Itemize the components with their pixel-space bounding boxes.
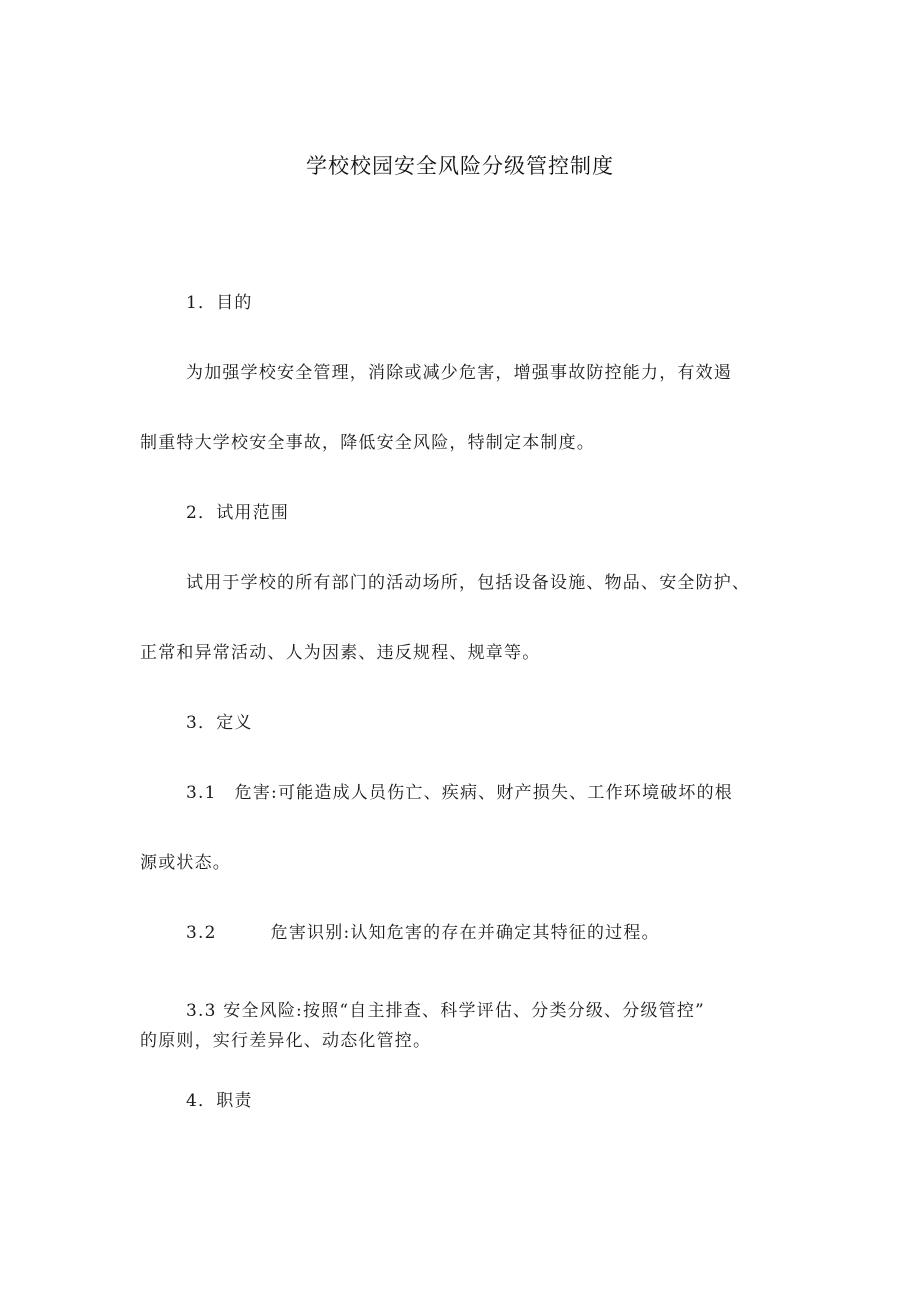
definition-3-3-line-2: 的原则，实行差异化、动态化管控。: [140, 1031, 432, 1051]
section-label: ．定义: [198, 713, 253, 733]
section-label: ．试用范围: [198, 503, 290, 523]
section-number: 2: [186, 503, 199, 523]
definition-text: 危害识别:认知危害的存在并确定其特征的过程。: [270, 923, 660, 943]
section-heading-responsibilities: [186, 1086, 253, 1111]
definition-number: 3.2: [186, 923, 217, 943]
definition-3-1-line-1: [186, 778, 733, 803]
section-heading-scope: [186, 498, 289, 523]
definition-3-3-line-1: 3.3 安全风险:按照“自主排查、科学评估、分类分级、分级管控”: [186, 1001, 705, 1021]
paragraph-scope-line-1: 试用于学校的所有部门的活动场所，包括设备设施、物品、安全防护、: [186, 573, 751, 593]
paragraph-purpose-line-2: 制重特大学校安全事故，降低安全风险，特制定本制度。: [140, 433, 595, 453]
section-heading-definitions: [186, 708, 253, 733]
definition-number: 3.1: [186, 783, 217, 803]
section-number: 4: [186, 1091, 199, 1111]
definition-3-2: [186, 918, 660, 943]
section-heading-purpose: [186, 288, 253, 313]
section-number: 3: [186, 713, 199, 733]
definition-3-1-line-2: 源或状态。: [140, 853, 231, 873]
section-label: ．目的: [198, 293, 253, 313]
section-label: ．职责: [198, 1091, 253, 1111]
paragraph-purpose-line-1: 为加强学校安全管理，消除或减少危害，增强事故防控能力，有效遏: [186, 363, 732, 383]
paragraph-scope-line-2: 正常和异常活动、人为因素、违反规程、规章等。: [140, 643, 541, 663]
section-number: 1: [186, 293, 199, 313]
document-title: 学校校园安全风险分级管控制度: [306, 154, 614, 178]
definition-text: 危害:可能造成人员伤亡、疾病、财产损失、工作环境破坏的根: [234, 783, 733, 803]
